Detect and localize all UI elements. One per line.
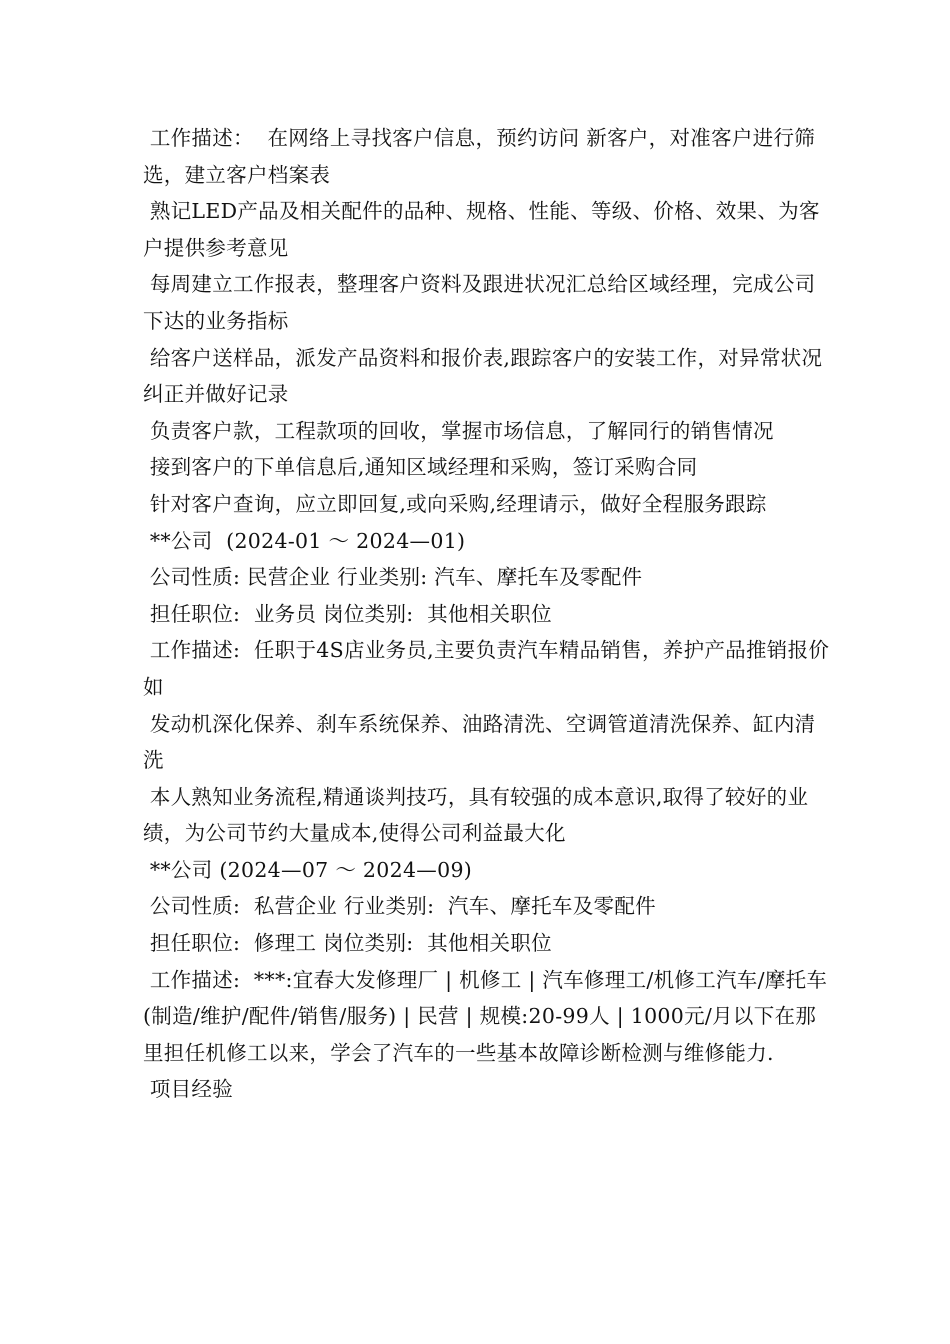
paragraph: 本人熟知业务流程,精通谈判技巧，具有较强的成本意识,取得了较好的业绩，为公司节约大量成本,使得公司利益最大化 bbox=[143, 784, 809, 846]
paragraph: 熟记LED产品及相关配件的品种、规格、性能、等级、价格、效果、为客户提供参考意见 bbox=[143, 199, 820, 260]
paragraph: 担任职位: 修理工 岗位类别: 其他相关职位 bbox=[143, 931, 552, 956]
paragraph: 工作描述: 任职于4S店业务员,主要负责汽车精品销售，养护产品推销报价如 bbox=[143, 638, 830, 699]
paragraph: 发动机深化保养、刹车系统保养、油路清洗、空调管道清洗保养、缸内清洗 bbox=[143, 711, 816, 773]
paragraph: 给客户送样品，派发产品资料和报价表,跟踪客户的安装工作，对异常状况纠正并做好记录 bbox=[143, 345, 823, 407]
company-heading: **公司 (2024—07 ～ 2024—09) bbox=[143, 857, 473, 882]
paragraph: 工作描述： 在网络上寻找客户信息，预约访问 新客户，对准客户进行筛选，建立客户档案表 bbox=[143, 126, 816, 187]
paragraph: 公司性质: 私营企业 行业类别: 汽车、摩托车及零配件 bbox=[143, 894, 656, 919]
paragraph: 工作描述: ***:宜春大发修理厂 | 机修工 | 汽车修理工/机修工汽车/摩托车(制造/维护/配件/销售/服务) | 民营 | 规模:20-99人 | 1000元/月以下在那里担任机修工以来，学会了汽车的一些基本故障诊断检测与维修能力. bbox=[143, 967, 828, 1065]
paragraph: 公司性质: 民营企业 行业类别: 汽车、摩托车及零配件 bbox=[143, 565, 643, 590]
paragraph: 负责客户款，工程款项的回收，掌握市场信息，了解同行的销售情况 bbox=[143, 418, 774, 443]
paragraph: 针对客户查询，应立即回复,或向采购,经理请示，做好全程服务跟踪 bbox=[143, 491, 767, 516]
document-body bbox=[143, 120, 833, 1108]
section-heading: 项目经验 bbox=[143, 1077, 234, 1102]
company-heading: **公司 (2024-01 ～ 2024—01) bbox=[143, 528, 466, 553]
paragraph: 每周建立工作报表，整理客户资料及跟进状况汇总给区域经理，完成公司下达的业务指标 bbox=[143, 272, 816, 333]
paragraph: 接到客户的下单信息后,通知区域经理和采购，签订采购合同 bbox=[143, 455, 698, 480]
paragraph: 担任职位: 业务员 岗位类别: 其他相关职位 bbox=[143, 601, 552, 626]
